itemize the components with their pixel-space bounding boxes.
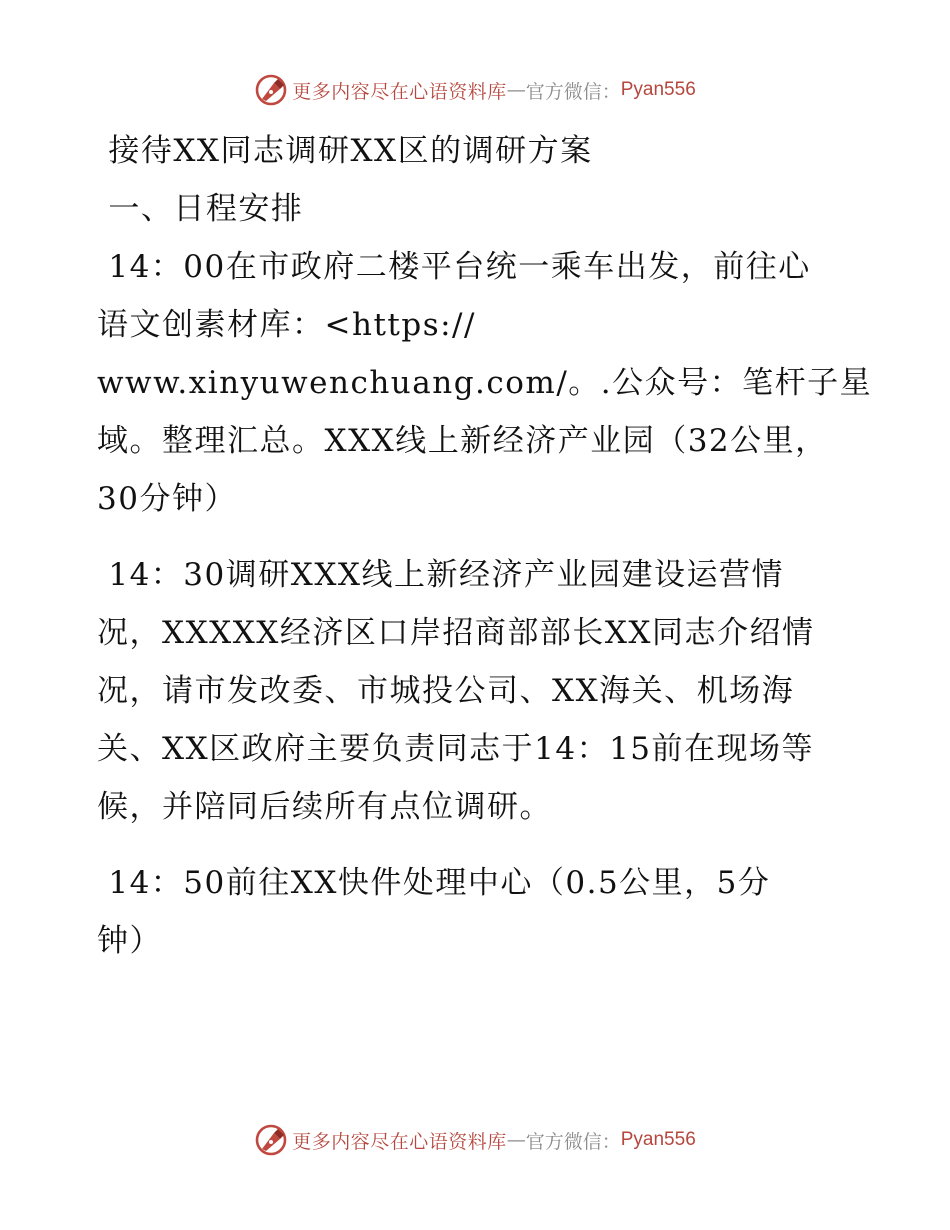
paragraph-line: 况，XXXXX经济区口岸招商部部长XX同志介绍情 [97,615,815,651]
paragraph-line: 况，请市发改委、市城投公司、XX海关、机场海 [97,673,795,709]
watermark-separator: — [506,1129,526,1151]
document-title: 接待XX同志调研XX区的调研方案 [97,133,593,169]
schedule-item-1450 [97,854,837,970]
paragraph-line: 14：30调研XXX线上新经济产业园建设运营情 [97,557,784,593]
paragraph-line: 语文创素材库：<https:// [97,307,476,343]
paragraph-line: 候，并陪同后续所有点位调研。 [97,789,552,825]
header-watermark [0,70,950,110]
section-heading-schedule: 一、日程安排 [97,191,304,227]
document-body [97,122,873,970]
watermark-wechat-id: Pyan556 [620,79,696,100]
schedule-item-1430 [97,546,837,836]
paragraph-line: 14：00在市政府二楼平台统一乘车出发，前往心 [97,249,811,285]
paragraph-line: 钟） [97,923,162,959]
watermark-wechat-id: Pyan556 [620,1129,696,1150]
schedule-item-1400 [97,238,873,528]
watermark-brand-text: 更多内容尽在心语资料库 [292,80,507,103]
watermark-brand-text: 更多内容尽在心语资料库 [292,1130,507,1153]
paragraph-line: 30分钟） [97,481,237,517]
watermark-official-label: 官方微信： [525,1130,621,1153]
pen-nib-logo-icon [254,73,288,107]
watermark-official-label: 官方微信： [525,80,621,103]
watermark-separator: — [506,79,526,101]
paragraph-line: 关、XX区政府主要负责同志于14：15前在现场等 [97,731,815,767]
paragraph-line: 域。整理汇总。XXX线上新经济产业园（32公里， [97,423,828,459]
pen-nib-logo-icon [254,1123,288,1157]
paragraph-line: www.xinyuwenchuang.com/。.公众号：笔杆子星 [97,365,873,401]
paragraph-line: 14：50前往XX快件处理中心（0.5公里，5分 [97,865,771,901]
footer-watermark [0,1120,950,1160]
